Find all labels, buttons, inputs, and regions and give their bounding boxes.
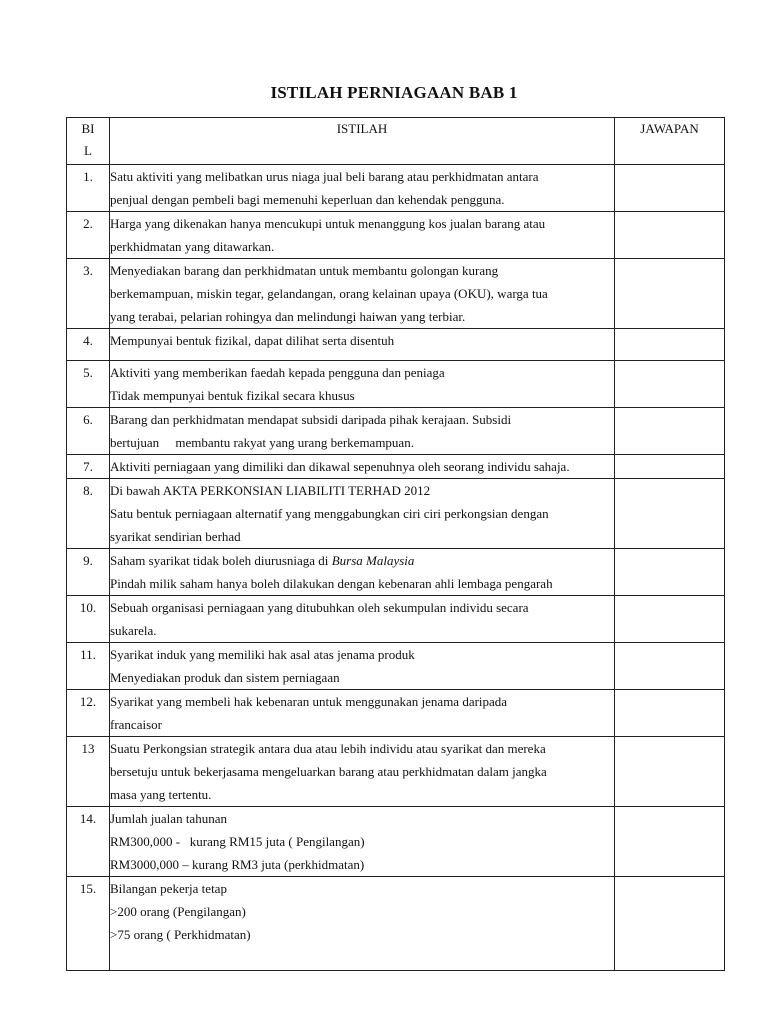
term-line: >200 orang (Pengilangan) [110, 904, 246, 919]
row-number: 11. [67, 643, 110, 690]
table-row [67, 479, 725, 549]
answer-cell[interactable] [615, 455, 725, 479]
term-line: Bilangan pekerja tetap [110, 881, 227, 896]
table-row [67, 549, 725, 596]
answer-cell[interactable] [615, 361, 725, 408]
table-row [67, 259, 725, 329]
answer-cell[interactable] [615, 596, 725, 643]
row-number: 5. [67, 361, 110, 408]
term-line: Barang dan perkhidmatan mendapat subsidi daripada pihak kerajaan. Subsidi [110, 412, 512, 427]
term-line: RM300,000 - kurang RM15 juta ( Pengilangan) [110, 834, 365, 849]
term-line: Suatu Perkongsian strategik antara dua atau lebih individu atau syarikat dan mereka [110, 741, 546, 756]
row-number: 13 [67, 737, 110, 807]
term-line: Syarikat induk yang memiliki hak asal atas jenama produk [110, 647, 415, 662]
term-line: Satu bentuk perniagaan alternatif yang menggabungkan ciri ciri perkongsian dengan [110, 506, 549, 521]
terms-table [66, 117, 725, 971]
row-number: 14. [67, 807, 110, 877]
row-term [110, 549, 615, 596]
term-line: >75 orang ( Perkhidmatan) [110, 927, 251, 942]
row-number: 1. [67, 165, 110, 212]
row-term [110, 479, 615, 549]
table-row [67, 408, 725, 455]
row-term [110, 455, 615, 479]
header-answer: JAWAPAN [615, 118, 725, 165]
term-line: Satu aktiviti yang melibatkan urus niaga jual beli barang atau perkhidmatan antara [110, 169, 539, 184]
table-row [67, 596, 725, 643]
table-header-row [67, 118, 725, 165]
row-term [110, 877, 615, 971]
answer-cell[interactable] [615, 643, 725, 690]
answer-cell[interactable] [615, 549, 725, 596]
row-number: 4. [67, 329, 110, 361]
term-line: sukarela. [110, 623, 157, 638]
row-term [110, 643, 615, 690]
answer-cell[interactable] [615, 212, 725, 259]
term-line: RM3000,000 – kurang RM3 juta (perkhidmatan) [110, 857, 365, 872]
term-line: Aktiviti perniagaan yang dimiliki dan dikawal sepenuhnya oleh seorang individu sahaja. [110, 459, 570, 474]
answer-cell[interactable] [615, 479, 725, 549]
table-row [67, 737, 725, 807]
table-row [67, 455, 725, 479]
header-number-line-2: L [84, 143, 92, 158]
term-line: Aktiviti yang memberikan faedah kepada pengguna dan peniaga [110, 365, 445, 380]
table-row [67, 643, 725, 690]
term-line: yang terabai, pelarian rohingya dan melindungi haiwan yang terbiar. [110, 309, 466, 324]
term-line: masa yang tertentu. [110, 787, 212, 802]
table-row [67, 165, 725, 212]
term-line: penjual dengan pembeli bagi memenuhi keperluan dan kehendak pengguna. [110, 192, 505, 207]
row-number: 3. [67, 259, 110, 329]
answer-cell[interactable] [615, 408, 725, 455]
row-term [110, 737, 615, 807]
row-term [110, 361, 615, 408]
table-row [67, 361, 725, 408]
term-line: Sebuah organisasi perniagaan yang ditubuhkan oleh sekumpulan individu secara [110, 600, 529, 615]
term-line: bertujuan membantu rakyat yang urang berkemampuan. [110, 435, 414, 450]
term-line: Pindah milik saham hanya boleh dilakukan dengan kebenaran ahli lembaga pengarah [110, 576, 553, 591]
row-number: 6. [67, 408, 110, 455]
row-term [110, 690, 615, 737]
answer-cell[interactable] [615, 737, 725, 807]
term-line: perkhidmatan yang ditawarkan. [110, 239, 275, 254]
term-line [110, 549, 614, 572]
row-term [110, 596, 615, 643]
row-number: 12. [67, 690, 110, 737]
row-term [110, 259, 615, 329]
table-row [67, 212, 725, 259]
row-term [110, 212, 615, 259]
answer-cell[interactable] [615, 165, 725, 212]
row-number: 8. [67, 479, 110, 549]
term-text-italic: Bursa Malaysia [331, 553, 415, 568]
answer-cell[interactable] [615, 877, 725, 971]
term-line: Tidak mempunyai bentuk fizikal secara khusus [110, 388, 355, 403]
term-line: syarikat sendirian berhad [110, 529, 241, 544]
page-title: ISTILAH PERNIAGAAN BAB 1 [270, 83, 518, 102]
table-row [67, 690, 725, 737]
row-number: 9. [67, 549, 110, 596]
row-term [110, 807, 615, 877]
row-term [110, 165, 615, 212]
term-line: Menyediakan barang dan perkhidmatan untuk membantu golongan kurang [110, 263, 499, 278]
table-row [67, 329, 725, 361]
term-line: Di bawah AKTA PERKONSIAN LIABILITI TERHAD 2012 [110, 483, 431, 498]
header-term: ISTILAH [110, 118, 615, 165]
row-number: 2. [67, 212, 110, 259]
term-line: bersetuju untuk bekerjasama mengeluarkan barang atau perkhidmatan dalam jangka [110, 764, 547, 779]
row-term [110, 408, 615, 455]
term-line: Harga yang dikenakan hanya mencukupi untuk menanggung kos jualan barang atau [110, 216, 546, 231]
answer-cell[interactable] [615, 807, 725, 877]
header-number-line-1: BI [81, 121, 95, 136]
answer-cell[interactable] [615, 329, 725, 361]
row-term [110, 329, 615, 361]
term-line: Menyediakan produk dan sistem perniagaan [110, 670, 340, 685]
term-line: Mempunyai bentuk fizikal, dapat dilihat serta disentuh [110, 333, 395, 348]
row-number: 10. [67, 596, 110, 643]
term-line: Syarikat yang membeli hak kebenaran untuk menggunakan jenama daripada [110, 694, 508, 709]
table-row [67, 807, 725, 877]
term-line: berkemampuan, miskin tegar, gelandangan, orang kelainan upaya (OKU), warga tua [110, 286, 548, 301]
term-line: Jumlah jualan tahunan [110, 811, 227, 826]
row-number: 7. [67, 455, 110, 479]
term-line: francaisor [110, 717, 162, 732]
term-text: Saham syarikat tidak boleh diurusniaga di [110, 553, 332, 568]
header-number [67, 118, 110, 165]
table-row [67, 877, 725, 971]
row-number: 15. [67, 877, 110, 971]
answer-cell[interactable] [615, 259, 725, 329]
answer-cell[interactable] [615, 690, 725, 737]
